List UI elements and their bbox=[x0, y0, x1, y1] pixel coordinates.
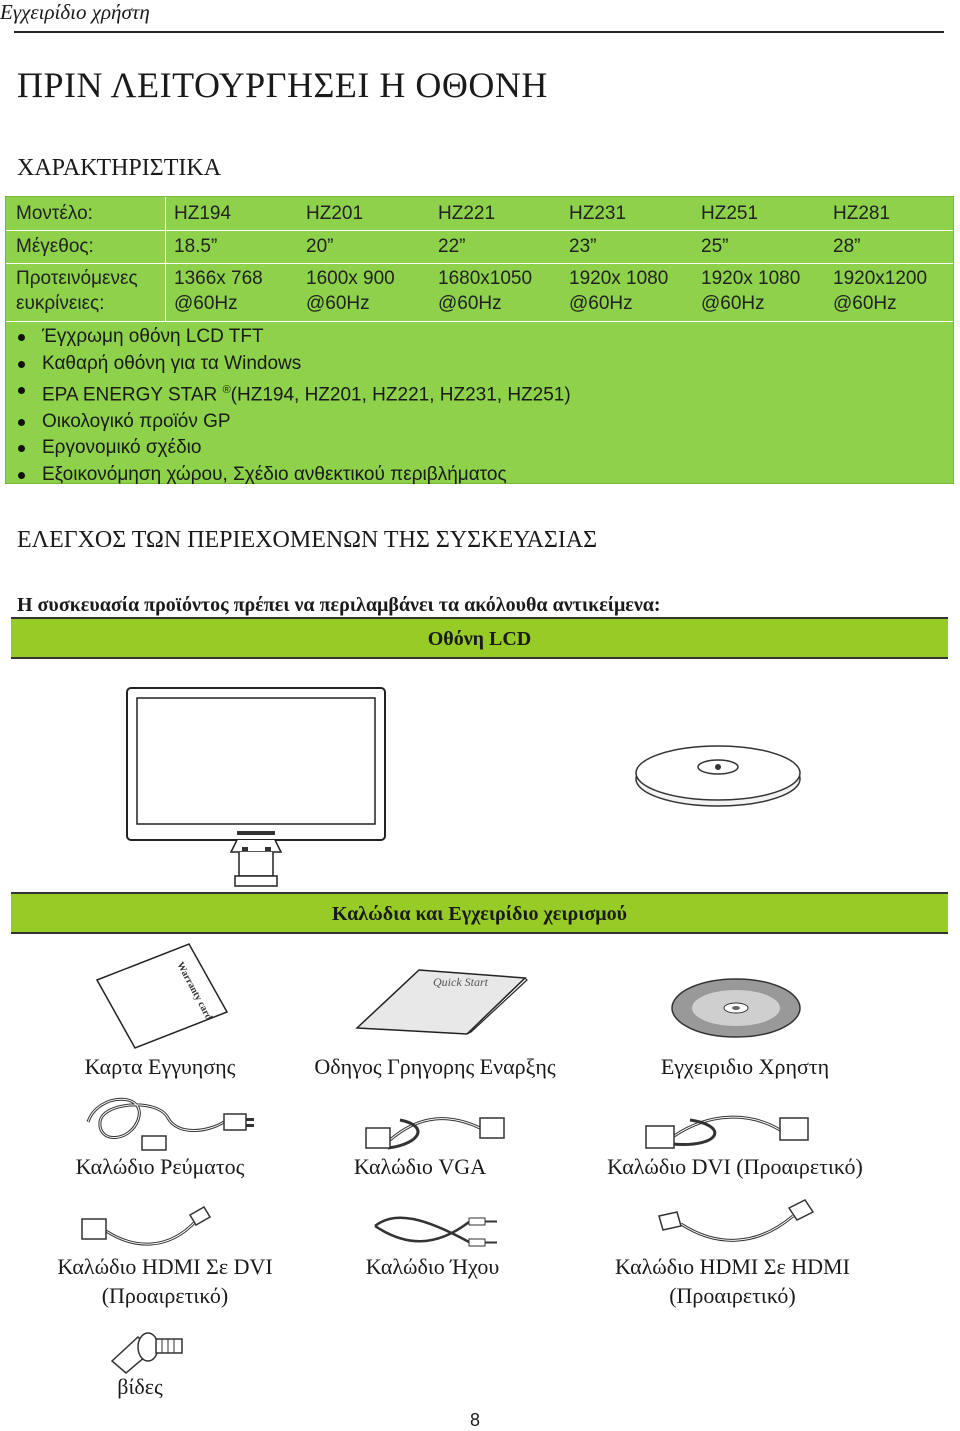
user-manual-label: Εγχειριδιο Χρηστη bbox=[660, 1054, 830, 1079]
model-resolution: 1366x 768 bbox=[174, 268, 263, 289]
header-title: Εγχειρίδιο χρήστη bbox=[0, 0, 150, 24]
cd-icon bbox=[670, 975, 802, 1039]
page-title: ΠΡΙΝ ΛΕΙΤΟΥΡΓΗΣΕΙ Η ΟΘΟΝΗ bbox=[17, 65, 548, 105]
lcd-section-bar: Οθόνη LCD bbox=[11, 617, 948, 659]
hdmi-hdmi-cable-label: Καλώδιο HDMI Σε HDMI bbox=[615, 1254, 850, 1279]
package-intro: Η συσκευασία προϊόντος πρέπει να περιλαμβάνει τα ακόλουθα αντικείμενα: bbox=[17, 594, 661, 616]
row-divider bbox=[6, 230, 953, 231]
stand-base-icon bbox=[634, 739, 802, 809]
model-resolution: 1680x1050 bbox=[438, 268, 533, 289]
model-name: HZ194 bbox=[174, 203, 232, 224]
model-refresh: @60Hz bbox=[174, 293, 238, 314]
size-label: Μέγεθος: bbox=[16, 236, 94, 257]
model-refresh: @60Hz bbox=[438, 293, 502, 314]
dvi-cable-icon bbox=[640, 1108, 815, 1156]
resolution-label-1: Προτεινόμενες bbox=[16, 268, 138, 289]
model-name: HZ281 bbox=[833, 203, 891, 224]
quick-start-text: Quick Start bbox=[433, 975, 488, 989]
page-number: 8 bbox=[470, 1410, 481, 1430]
row-divider bbox=[6, 321, 953, 322]
package-heading: ΕΛΕΓΧΟΣ ΤΩΝ ΠΕΡΙΕΧΟΜΕΝΩΝ ΤΗΣ ΣΥΣΚΕΥΑΣΙΑΣ bbox=[17, 527, 598, 553]
model-resolution: 1920x 1080 bbox=[701, 268, 801, 289]
feature-item: Εξοικονόμηση χώρου, Σχέδιο ανθεκτικού περιβλήματος bbox=[14, 462, 571, 489]
features-heading: ΧΑΡΑΚΤΗΡΙΣΤΙΚΑ bbox=[17, 155, 222, 181]
audio-cable-label: Καλώδιο Ήχου bbox=[365, 1254, 500, 1279]
page-header bbox=[0, 0, 960, 32]
resolution-label-2: ευκρίνειες: bbox=[16, 293, 105, 314]
screws-label: βίδες bbox=[117, 1374, 163, 1399]
model-resolution: 1920x 1080 bbox=[569, 268, 669, 289]
quick-guide-label: Οδηγος Γρηγορης Εναρξης bbox=[314, 1054, 556, 1079]
audio-cable-icon bbox=[365, 1212, 500, 1258]
hdmi-hdmi-optional-label: (Προαιρετικό) bbox=[669, 1283, 796, 1308]
model-refresh: @60Hz bbox=[569, 293, 633, 314]
monitor-icon bbox=[125, 686, 390, 891]
dvi-cable-label: Καλώδιο DVI (Προαιρετικό) bbox=[607, 1154, 863, 1179]
registered-mark: ® bbox=[222, 384, 231, 396]
power-cable-label: Καλώδιο Ρεύματος bbox=[75, 1154, 245, 1179]
model-size: 18.5” bbox=[174, 236, 218, 257]
model-size: 23” bbox=[569, 236, 597, 257]
model-resolution: 1920x1200 bbox=[833, 268, 928, 289]
feature-text: (HZ194, HZ201, HZ221, HZ231, HZ251) bbox=[230, 384, 571, 406]
quick-start-icon bbox=[355, 966, 530, 1036]
model-label: Μοντέλο: bbox=[16, 203, 93, 224]
model-name: HZ201 bbox=[306, 203, 364, 224]
vga-cable-label: Καλώδιο VGA bbox=[353, 1154, 487, 1179]
model-resolution: 1600x 900 bbox=[306, 268, 395, 289]
feature-item: Έγχρωμη οθόνη LCD TFT bbox=[14, 324, 571, 351]
hdmi-hdmi-cable-icon bbox=[655, 1198, 820, 1250]
feature-item: Καθαρή οθόνη για τα Windows bbox=[14, 351, 571, 378]
feature-item: Εργονομικό σχέδιο bbox=[14, 435, 571, 462]
warranty-card-text: Warranty card bbox=[174, 960, 215, 1023]
model-size: 25” bbox=[701, 236, 729, 257]
feature-text: EPA ENERGY STAR bbox=[42, 384, 223, 406]
feature-item bbox=[14, 377, 571, 409]
feature-list bbox=[14, 324, 571, 488]
power-cable-icon bbox=[78, 1092, 258, 1154]
model-size: 28” bbox=[833, 236, 861, 257]
model-name: HZ231 bbox=[569, 203, 627, 224]
model-size: 22” bbox=[438, 236, 466, 257]
header-rule bbox=[14, 31, 944, 33]
warranty-card-label: Καρτα Εγγυησης bbox=[84, 1054, 236, 1079]
model-name: HZ251 bbox=[701, 203, 759, 224]
column-divider bbox=[165, 197, 166, 321]
model-refresh: @60Hz bbox=[306, 293, 370, 314]
row-divider bbox=[6, 263, 953, 264]
model-refresh: @60Hz bbox=[701, 293, 765, 314]
model-refresh: @60Hz bbox=[833, 293, 897, 314]
warranty-card-icon bbox=[95, 942, 235, 1052]
model-name: HZ221 bbox=[438, 203, 496, 224]
vga-cable-icon bbox=[360, 1108, 510, 1156]
hdmi-dvi-cable-icon bbox=[78, 1205, 218, 1255]
hdmi-dvi-optional-label: (Προαιρετικό) bbox=[101, 1283, 229, 1308]
cables-section-bar: Καλώδια και Εγχειρίδιο χειρισμού bbox=[11, 892, 948, 934]
model-size: 20” bbox=[306, 236, 334, 257]
screw-icon bbox=[108, 1325, 188, 1375]
hdmi-dvi-cable-label: Καλώδιο HDMI Σε DVI bbox=[57, 1254, 273, 1279]
feature-item: Οικολογικό προϊόν GP bbox=[14, 409, 571, 436]
